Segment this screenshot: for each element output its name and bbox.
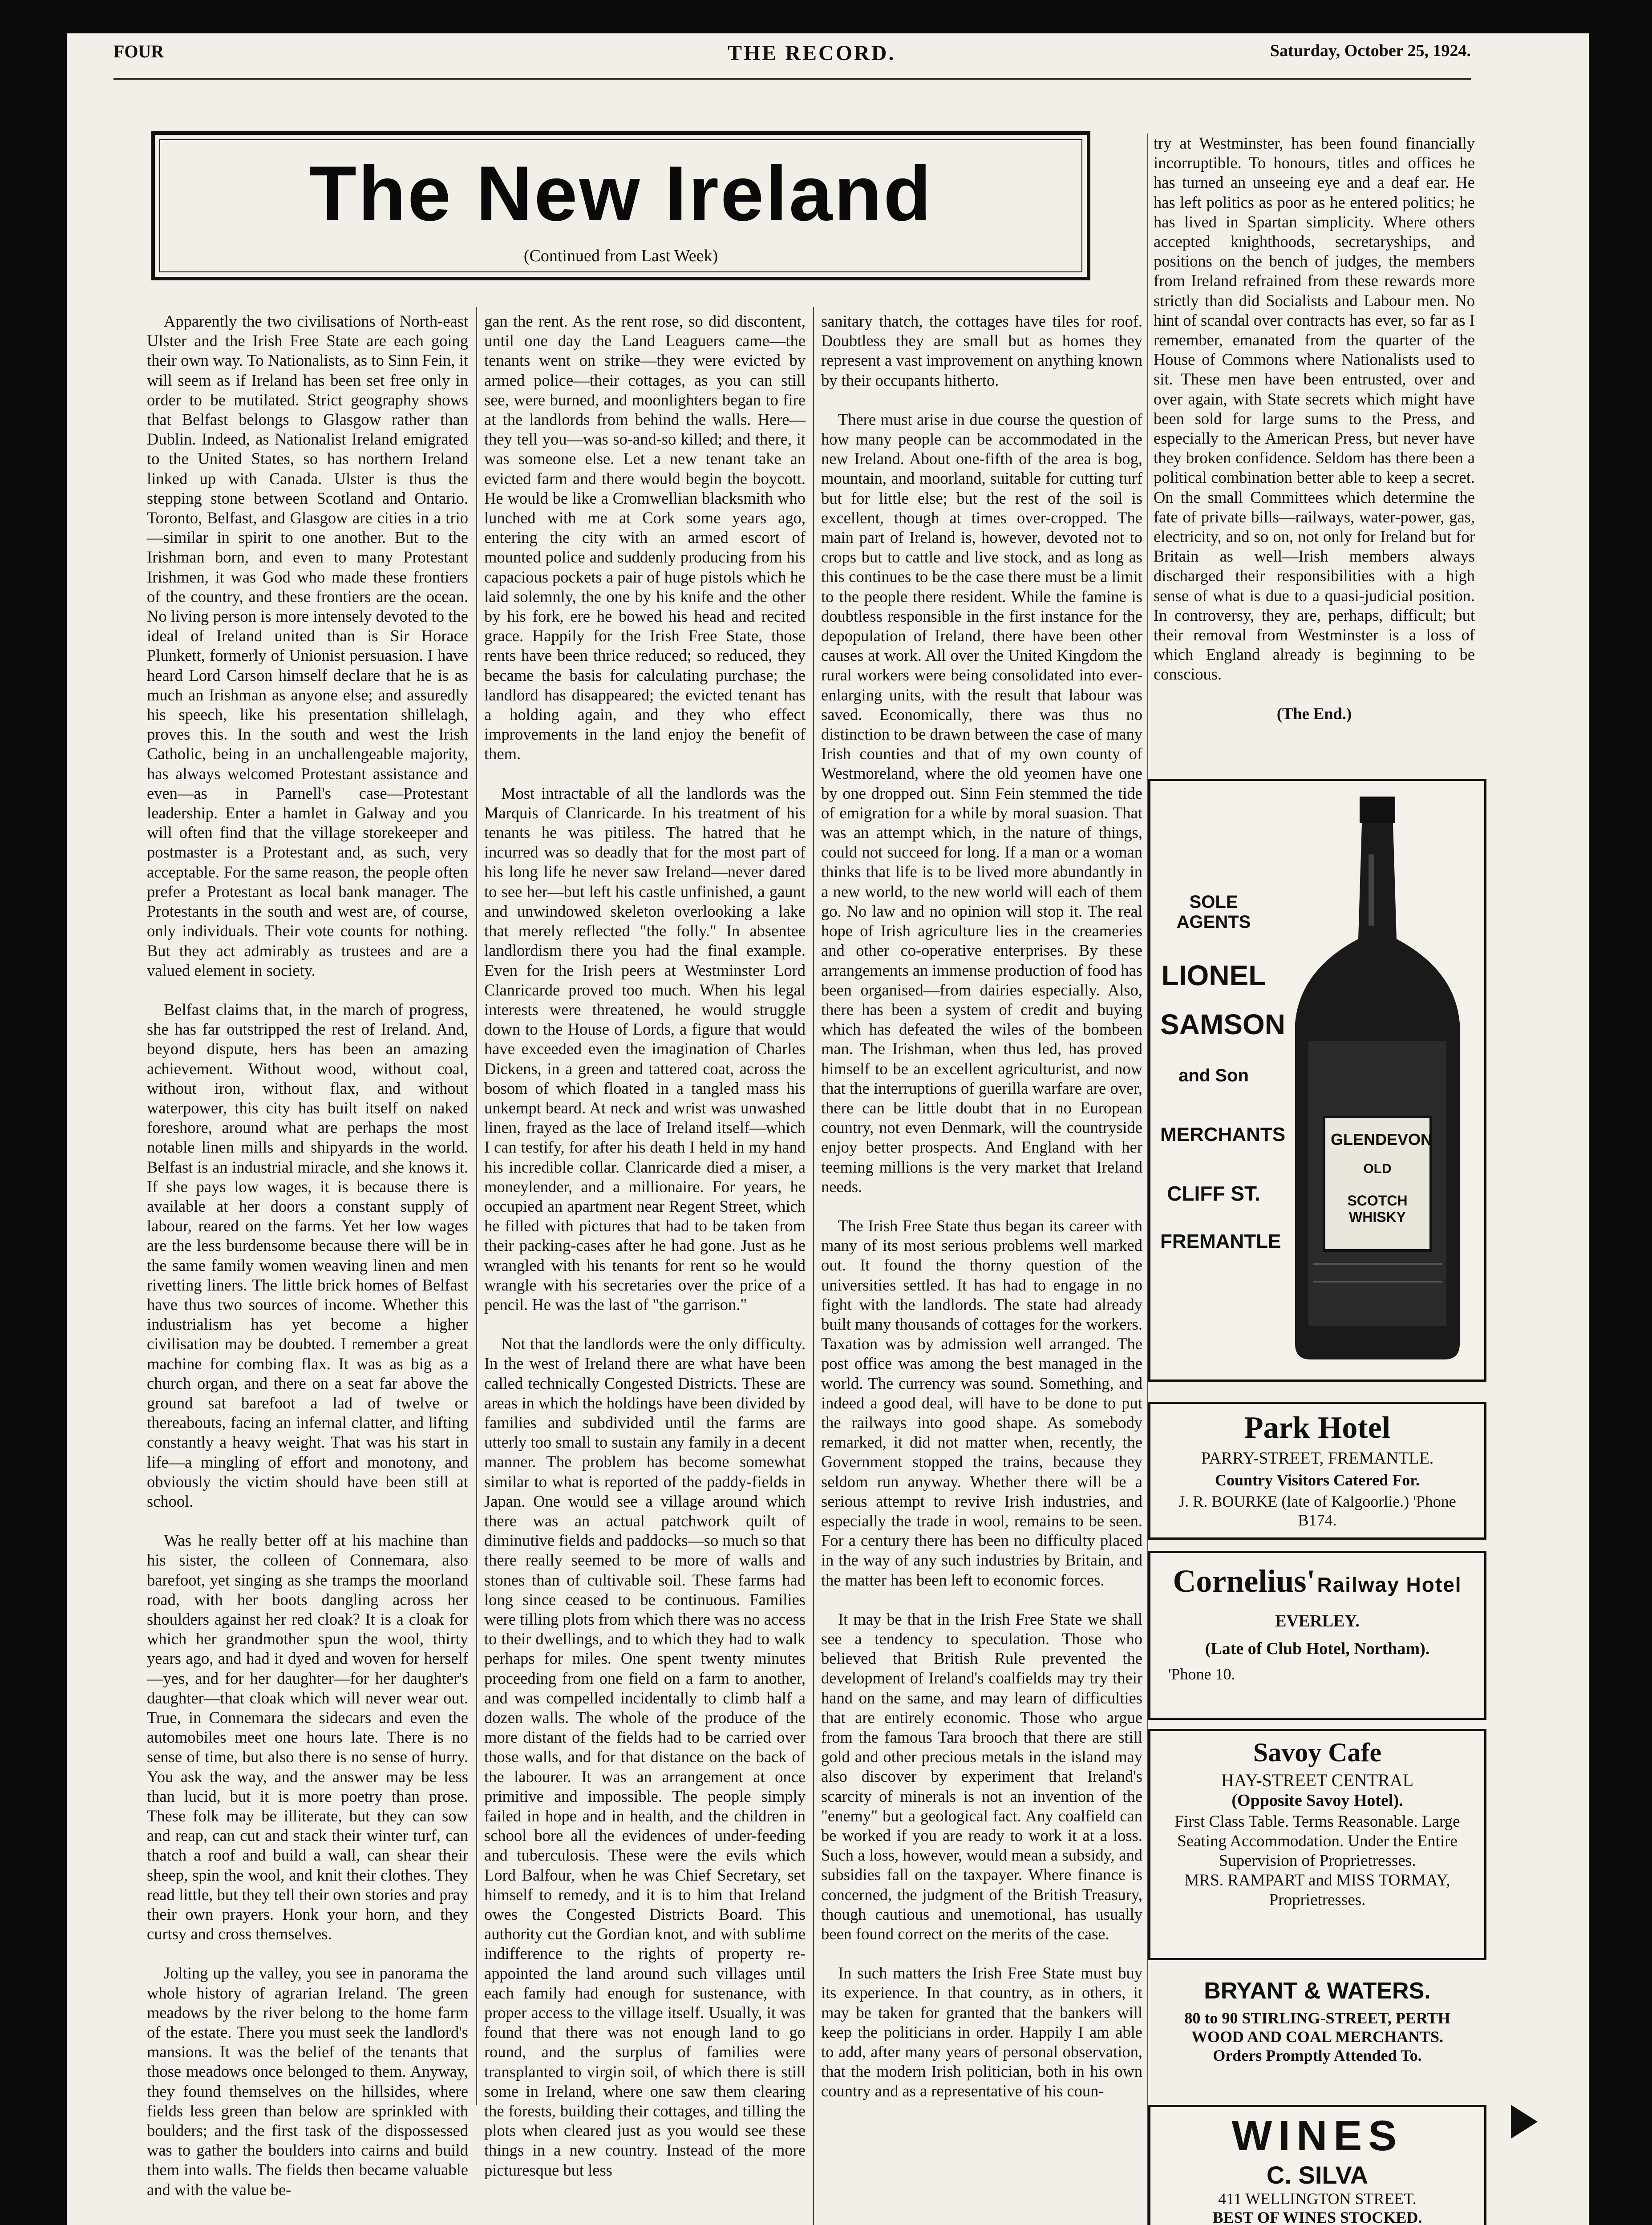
bottle-label-old: OLD (1363, 1161, 1392, 1176)
paragraph: Was he really better off at his machine than his sister, the colleen of Connemara, also barefoot, yet singing as she tramps the moorland road, with her boots dangling across her shoulders against her red cloak? It is a cloak for which her grandmother spun the wool, thirty years ago, and had it dyed and woven for herself—yes, and for her daughter—for her daughter's daughter—that cloak which will never wear out. True, in Connemara the sidecars and even the automobiles meet one hours late. There is no sense of time, but also there is no sense of hurry. You ask the way, and the answer may be less than lucid, but it is more poetry than prose. These folk may be illiterate, but they can sow and reap, can cut and stack their winter turf, can thatch a roof and build a wall, can shear their sheep, spin the wool, and knit their clothes. They read little, but they tell their own stories and pray their own prayers. Honk your horn, and they curtsy and cross themselves. (147, 1531, 468, 1943)
paragraph: In such matters the Irish Free State must buy its experience. In that country, as in others, it may be taken for granted that the bankers will keep the politicians in order. Happily I am able to add, after many years of personal observation, that the modern Irish politician, both in his own country and as a representative of his coun- (821, 1964, 1142, 2100)
wines-owner: C. SILVA (1266, 2161, 1369, 2189)
paragraph: Jolting up the valley, you see in panorama the whole history of agrarian Ireland. The green meadows by the river belong to the home farm of the estate. There you must seek the landlord's mansions. It was the belief of the tenants that those meadows once belonged to them. Anyway, they found themselves on the hillsides, where fields less green than below are sprinkled with boulders; and the first task of the dispossessed was to gather the boulders into cairns and build them into walls. The fields then became valuable and with the value be- (147, 1964, 468, 2199)
bryant-street: 80 to 90 STIRLING-STREET, PERTH (1184, 2009, 1450, 2027)
page-number: FOUR (113, 41, 164, 61)
article-column-3 (821, 312, 1142, 2225)
bottle-label-brand: GLENDEVON (1331, 1130, 1433, 1149)
continued-note: (Continued from Last Week) (523, 247, 718, 265)
paragraph: Most intractable of all the landlords was the Marquis of Clanricarde. In his treatment of his tenants he was pitiless. The hatred that he incurred was so deadly that for the most part of his long life he never saw Ireland—never dared to see her—but left his castle unfinished, a gaunt and unwindowed skeleton overlooking a lake that merely reflected "the folly." In absentee landlordism there you had the final example. Even for the Irish peers at Westminster Lord Clanricarde proved too much. When his legal interests were threatened, he would struggle down to the House of Lords, a figure that would have exceeded even the imagination of Charles Dickens, in a green and tattered coat, across the bosom of which floated in a tangled mass his unkempt beard. At neck and wrist was unwashed linen, frayed as the lace of Ireland itself—which I can testify, for after his death I held in my hand his incredible collar. Clanricarde died a miser, a moneylender, and a millionaire. For years, he occupied an apartment near Regent Street, which he filled with pictures that had to be taken from their packing-cases after he had gone. Just as he wrangled with his tenants for rent so he would wrangle with his secretaries over the price of a pencil. He was the last of "the garrison." (484, 784, 806, 1314)
article-title: The New Ireland (309, 150, 933, 237)
bryant-trade: WOOD AND COAL MERCHANTS. (1191, 2028, 1444, 2046)
newspaper-title: THE RECORD. (728, 41, 896, 65)
cornelius-phone: 'Phone 10. (1168, 1665, 1235, 1683)
pointing-hand-icon (1511, 2105, 1538, 2139)
park-hotel-street: PARRY-STREET, FREMANTLE. (1201, 1449, 1434, 1468)
park-hotel-owner: J. R. BOURKE (late of Kalgoorlie.) 'Phone B174. (1178, 1493, 1456, 1529)
cornelius-hotel-ad (1148, 1551, 1486, 1720)
savoy-opposite: (Opposite Savoy Hotel). (1231, 1791, 1403, 1810)
merchants-label: MERCHANTS (1160, 1124, 1286, 1145)
article-column-4 (1154, 134, 1475, 779)
wines-street: 411 WELLINGTON STREET. (1218, 2190, 1417, 2208)
cornelius-late: (Late of Club Hotel, Northam). (1205, 1639, 1430, 1658)
lionel-name: LIONEL (1161, 959, 1266, 991)
savoy-owners: MRS. RAMPART and MISS TORMAY, Proprietresses. (1184, 1871, 1450, 1909)
bryant-orders: Orders Promptly Attended To. (1213, 2047, 1422, 2064)
masthead (113, 41, 1471, 68)
article-title-box (151, 131, 1090, 280)
lionel-samson-ad (1148, 779, 1486, 1382)
bryant-waters-ad (1148, 1967, 1486, 2100)
fremantle-label: FREMANTLE (1160, 1230, 1281, 1252)
paragraph: sanitary thatch, the cottages have tiles for roof. Doubtless they are small but as homes they represent a vast improvement on anything known by their occupants hitherto. (821, 312, 1142, 389)
bottle-icon (1277, 792, 1478, 1366)
masthead-rule (113, 78, 1471, 80)
paragraph: It may be that in the Irish Free State we shall see a tendency to speculation. Those who believed that British Rule prevented the development of Ireland's coalfields may try their hand on the same, and may learn of difficulties that are entirely economic. Those who argue from the famous Tara brooch that there are still gold and other precious metals in the island may also discover by experiment that Ireland's scarcity of minerals is not an invention of the "enemy" but a geological fact. Any coalfield can be worked if you are ready to work it at a loss. Such a loss, however, would mean a subsidy, and subsidies fall on the taxpayer. Where finance is concerned, the judgment of the British Treasury, though cautious and unemotional, has usually been found correct on the merits of the case. (821, 1610, 1142, 1943)
wines-stock: BEST OF WINES STOCKED. (1212, 2209, 1422, 2225)
wines-title: WINES (1231, 2112, 1403, 2160)
savoy-street: HAY-STREET CENTRAL (1221, 1770, 1414, 1790)
column-divider (813, 307, 814, 2225)
sole-agents-label: SOLE AGENTS (1176, 892, 1251, 932)
article-end: (The End.) (1276, 704, 1352, 723)
and-son-label: and Son (1178, 1066, 1249, 1085)
cornelius-name-part2: Railway Hotel (1317, 1573, 1462, 1596)
whisky-bottle-illustration (1277, 792, 1478, 1368)
cornelius-place: EVERLEY. (1275, 1612, 1360, 1630)
samson-name: SAMSON (1160, 1008, 1285, 1040)
park-hotel-name: Park Hotel (1244, 1411, 1391, 1445)
article-column-1 (147, 312, 468, 2199)
paragraph: Apparently the two civilisations of North-east Ulster and the Irish Free State are each going their own way. To Nationalists, as to Sinn Fein, it will seem as if Ireland has been set free only in order to be mutilated. Strict geography shows that Belfast belongs to Glasgow rather than Dublin. Indeed, as Nationalist Ireland emigrated to the United States, so has northern Ireland linked up with Canada. Ulster is thus the stepping stone between Scotland and Ontario. Toronto, Belfast, and Glasgow are cities in a trio—similar in spirit to one another. But to the Irishman born, and even to many Protestant Irishmen, it was God who made these frontiers of the country, and these frontiers are the ocean. No living person is more intensely devoted to the ideal of Ireland united than is Sir Horace Plunkett, formerly of Unionist persuasion. I have heard Lord Carson himself declare that he is as much an Irishman as anyone else; and assuredly his speech, like his presentation shillelagh, proves this. In the south and west the Irish Catholic, being in an unchallengeable majority, has always welcomed Protestant assistance and even—as in Parnell's case—Protestant leadership. Enter a hamlet in Galway and you will often find that the village storekeeper and postmaster is a Protestant and, as such, very acceptable. For the same reason, the people often prefer a Protestant as local bank manager. The Protestants in the south and west are, of course, only individuals. Their vote counts for nothing. But they act admirably as trustees and are a valued element in society. (147, 312, 468, 979)
column-divider (476, 307, 477, 2105)
savoy-name: Savoy Cafe (1253, 1738, 1382, 1767)
paragraph: try at Westminster, has been found financially incorruptible. To honours, titles and offices he has turned an unseeing eye and a deaf ear. He has left politics as poor as he entered politics; he has lived in Spartan simplicity. Where others accepted knighthoods, secretaryships, and positions on the bench of judges, the members from Ireland refrained from these rewards more strictly than did Socialists and Labour men. No hint of scandal over contracts has ever, so far as I remember, emanated from the quarter of the House of Commons where Nationalists used to sit. These men have been entrusted, over and over again, with State secrets which might have been sold for large sums to the Press, and especially to the American Press, but never have they broken confidence. Seldom has there been a political combination better able to keep a secret. On the small Committees which determine the fate of private bills—railways, water-power, gas, electricity, and so on, not only for Ireland but for Britain as well—Irish members always discharged their responsibilities with a high sense of what is due to a quasi-judicial position. In controversy, they are, perhaps, difficult; but their removal from Westminster is a loss of which England already is beginning to be conscious. (1154, 134, 1475, 684)
bottle-label-type: SCOTCH WHISKY (1347, 1193, 1408, 1225)
paragraph: Not that the landlords were the only difficulty. In the west of Ireland there are what have been called technically Congested Districts. These are areas in which the holdings have been divided by families and subdivided until the farms are utterly too small to sustain any family in a decent manner. The problem has become somewhat similar to what is reported of the paddy-fields in Japan. One would see a village around which there was an actual patchwork quilt of diminutive fields and paddocks—so much so that there really seemed to be more of walls and stones than of cultivable soil. These farms had long since ceased to be continuous. Families were tilling plots from which there was no access to their dwellings, and to which they had to walk perhaps for miles. One spent twenty minutes proceeding from one field on a farm to another, and was compelled incidentally to climb half a dozen walls. The whole of the produce of the more distant of the fields had to be carried over those walls, and for that distance on the back of the labourer. It was an arrangement at once primitive and impossible. The people simply failed in hope and in health, and the children in school bore all the evidences of under-feeding and tuberculosis. These were the evils which Lord Balfour, when he was Chief Secretary, set himself to remedy, and it is to him that Ireland owes the Congested Districts Board. This authority cut the Gordian knot, and with sublime indifference to the rights of property re-appointed the land around such villages until each family had enough for sustenance, with proper access to the village itself. Usually, it was found that there was not enough land to go round, and the surplus of families were transplanted to virgin soil, of which there is still some in Ireland, where one saw them clearing the forests, building their cottages, and tilling the plots when cleared just as you would see these things in a new country. Instead of the more picturesque but less (484, 1335, 806, 2179)
park-hotel-ad (1148, 1402, 1486, 1540)
article-column-2 (484, 312, 806, 2225)
cliff-st-label: CLIFF ST. (1167, 1182, 1260, 1205)
issue-date: Saturday, October 25, 1924. (1270, 41, 1471, 60)
wines-ad (1148, 2105, 1486, 2225)
park-hotel-visitors: Country Visitors Catered For. (1215, 1471, 1420, 1489)
savoy-body: First Class Table. Terms Reasonable. Large Seating Accommodation. Under the Entire Supervision of Proprietresses. (1174, 1812, 1460, 1870)
paragraph: gan the rent. As the rent rose, so did discontent, until one day the Land Leaguers came—the tenants went on strike—they were evicted by armed police—their cottages, as you can still see, were burned, and moonlighters began to fire at the landlords from behind the walls. Here—they tell you—was so-and-so killed; and there, it was someone else. Let a new tenant take an evicted farm and there would begin the boycott. He would be like a Cromwellian blacksmith who lunched with me at Cork some years ago, entering the city with an armed escort of mounted police and suddenly producing from his capacious pockets a pair of huge pistols which he laid solemnly, the one by his knife and the other by his fork, ere he bowed his head and recited grace. Happily for the Irish Free State, those rents have been thrice reduced; so reduced, they became the basis for calculating purchase; the landlord has disappeared; the evicted tenant has a holding again, and they who effect improvements in the land enjoy the benefit of them. (484, 312, 806, 763)
savoy-cafe-ad (1148, 1729, 1486, 1960)
paragraph: Belfast claims that, in the march of progress, she has far outstripped the rest of Ireland. And, beyond dispute, hers has been an amazing achievement. Without wood, without coal, without iron, without flax, and without waterpower, this city has built itself on naked foreshore, around what are perhaps the most notable linen mills and shipyards in the world. Belfast is an industrial miracle, and she knows it. If she pays low wages, it is because there is available at her doors a constant supply of labour, reared on the farms. Yet her low wages are the less burdensome because there will be in the same family women weaving linen and men rivetting liners. The little brick homes of Belfast have thus two sources of income. Whether this industrialism has yet become a higher civilisation may be doubted. I remember a great machine for combing flax. It was as big as a church organ, and there on a seat far above the ground sat barefoot a lad of twelve or thereabouts, facing an infernal clatter, and lifting constantly a heavy weight. That was his start in life—a mingling of effort and monotony, and obviously the victim should have been still at school. (147, 1000, 468, 1510)
cornelius-name-part1: Cornelius' (1173, 1563, 1316, 1599)
paragraph: The Irish Free State thus began its career with many of its most serious problems well marked out. It found the thorny question of the universities settled. It has had to engage in no fight with the landlords. The state had already built many thousands of cottages for the workers. Taxation was by admission well arranged. The post office was among the best managed in the world. The currency was sound. Something, and indeed a good deal, will have to be done to put the railways into good shape. As somebody remarked, it did not matter when, recently, the Government stopped the trains, because they seldom run anyway. Whether there will be a serious attempt to revive Irish industries, and especially the trade in wool, remains to be seen. For a century there has been no difficulty placed in the way of any such industries by Britain, and the matter has been left to economic forces. (821, 1216, 1142, 1589)
paragraph: There must arise in due course the question of how many people can be accommodated in the new Ireland. About one-fifth of the area is bog, mountain, and moorland, suitable for cutting turf but for little else; but the rest of the soil is excellent, though at times over-cropped. The main part of Ireland is, however, devoted not to crops but to cattle and live stock, and as long as this continues to be the case there must be a limit to the people there resident. While the famine is doubtless responsible in the first instance for the depopulation of Ireland, there have been other causes at work. All over the United Kingdom the rural workers were being consolidated into ever-enlarging units, with the result that labour was saved. Economically, there was thus no distinction to be drawn between the case of many Irish counties and that of my own county of Westmoreland, where the old yeomen have one by one dropped out. Sinn Fein stemmed the tide of emigration for a while by moral suasion. That was an attempt which, in the nature of things, could not succeed for long. If a man or a woman thinks that life is to be lived more abundantly in a new world, to the new world will each of them go. No law and no opinion will stop it. The real hope of Irish agriculture lies in the creameries and other co-operative enterprises. By these arrangements an immense production of food has been organised—from dairies especially. Also, there has been a system of credit and buying which has defeated the wiles of the bombeen man. The Irishman, when thus led, has proved himself to be an excellent agriculturist, and now that the interruptions of guerilla warfare are over, there can be little doubt that in no European country, not even Denmark, will the countryside enjoy better prospects. And England with her teeming millions is the very market that Ireland needs. (821, 410, 1142, 1196)
bryant-name: BRYANT & WATERS. (1204, 1978, 1431, 2004)
cornelius-name (1150, 1563, 1484, 1600)
